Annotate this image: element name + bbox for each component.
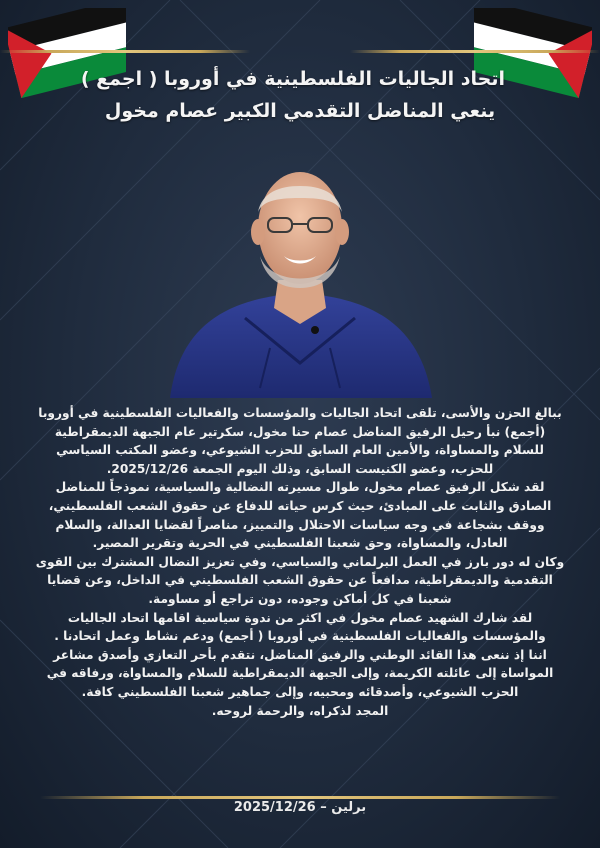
paragraph-participation: لقد شارك الشهيد عصام مخول في اكثر من ندوة سياسية اقامها اتحاد الجاليات والمؤسسات والفعاليات الفلسطينية في أوروبا ( أجمع) ودعم نشاط وعمل اتحادنا . bbox=[54, 610, 546, 644]
obituary-body bbox=[34, 404, 566, 720]
header-gold-line-right bbox=[350, 50, 600, 53]
header-gold-line-left bbox=[0, 50, 250, 53]
paragraph-announcement: ببالغ الحزن والأسى، تلقى اتحاد الجاليات والمؤسسات والفعاليات الفلسطينية في أوروبا (أجمع) نبأ رحيل الرفيق المناضل عصام حنا مخول، سكرتير عام الجبهة الديمقراطية للسلام والمساواة، والأمين العام السابق للحزب الشيوعي، وعضو المكتب السياسي للحزب، وعضو الكنيست السابق، وذلك اليوم الجمعة 2025/12/26. bbox=[38, 406, 562, 476]
paragraph-condolences: اننا إذ ننعى هذا القائد الوطني والرفيق المناضل، نتقدم بأحر التعازي وأصدق مشاعر المواساة إلى عائلته الكريمة، وإلى الجبهة الديمقراطية للسلام والمساواة، ورفاقه في الحزب الشيوعي، وأصدقائه ومحبيه، وإلى جماهير شعبنا الفلسطيني كافة. bbox=[46, 647, 554, 699]
paragraph-closing: المجد لذكراه، والرحمة لروحه. bbox=[211, 703, 389, 718]
portrait-photo bbox=[150, 148, 450, 398]
paragraph-parliament: وكان له دور بارز في العمل البرلماني والسياسي، وفي تعزيز النضال المشترك بين القوى التقدمية والديمقراطية، مدافعاً عن حقوق الشعب الفلسطيني في الداخل، وعن قضايا شعبنا في كل أماكن وجوده، دون تراجع أو مساومة. bbox=[35, 554, 565, 606]
page-title: اتحاد الجاليات الفلسطينية في أوروبا ( اجمع ) bbox=[80, 68, 505, 90]
page-subtitle: ينعي المناضل التقدمي الكبير عصام مخول bbox=[104, 100, 496, 122]
footer-dateline: برلين – 2025/12/26 bbox=[233, 800, 367, 815]
footer-gold-line bbox=[40, 796, 560, 799]
paragraph-legacy: لقد شكل الرفيق عصام مخول، طوال مسيرته النضالية والسياسية، نموذجاً للمناضل الصادق والثابت على المبادئ، حيث كرس حياته للدفاع عن حقوق الشعب الفلسطيني، ووقف بشجاعة في وجه سياسات الاحتلال والتمييز، مناصراً لقضايا العدالة، والسلام العادل، والمساواة، وحق شعبنا الفلسطيني في الحرية وتقرير المصير. bbox=[48, 480, 552, 551]
